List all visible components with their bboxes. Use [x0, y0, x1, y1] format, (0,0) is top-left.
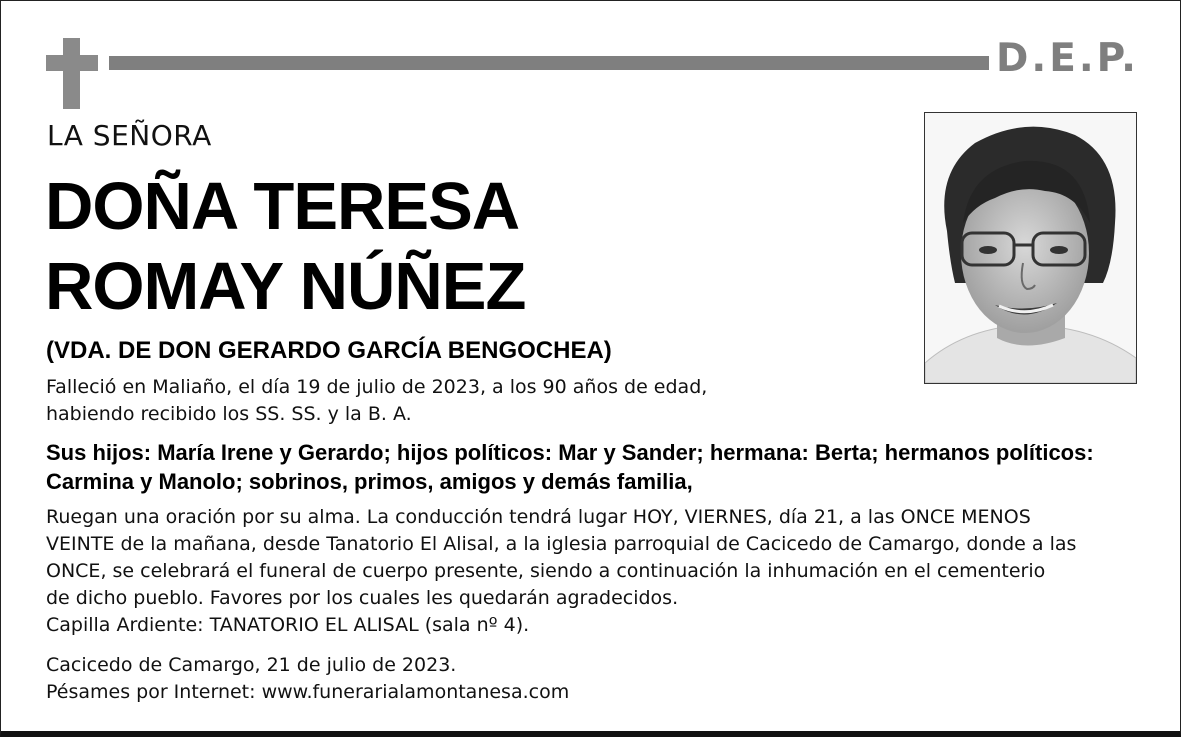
- header-rule: [109, 56, 989, 70]
- cross-icon: [46, 38, 98, 109]
- deceased-name-line-1: DOÑA TERESA: [45, 169, 520, 244]
- ceremony-line: de dicho pueblo. Favores por los cuales les quedarán agradecidos.: [46, 587, 679, 609]
- honorific: LA SEÑORA: [47, 119, 212, 152]
- widow-of: (VDA. DE DON GERARDO GARCÍA BENGOCHEA): [46, 337, 612, 364]
- ceremony-line: VEINTE de la mañana, desde Tanatorio El Alisal, a la iglesia parroquial de Cacicedo de Camargo, donde a las: [46, 533, 1077, 555]
- death-notice-line: habiendo recibido los SS. SS. y la B. A.: [46, 403, 412, 425]
- place-date: Cacicedo de Camargo, 21 de julio de 2023.: [46, 654, 457, 676]
- ceremony-line: Ruegan una oración por su alma. La conducción tendrá lugar HOY, VIERNES, día 21, a las ONCE MENOS: [46, 506, 1031, 528]
- ceremony-details: [46, 504, 1076, 639]
- family-list: [46, 438, 1094, 496]
- death-notice: [46, 374, 707, 428]
- dep-label: D.E.P.: [996, 36, 1139, 81]
- family-line: Sus hijos: María Irene y Gerardo; hijos políticos: Mar y Sander; hermana: Berta; hermanos políticos:: [46, 440, 1094, 465]
- family-line: Carmina y Manolo; sobrinos, primos, amigos y demás familia,: [46, 469, 693, 494]
- ceremony-line: Capilla Ardiente: TANATORIO EL ALISAL (sala nº 4).: [46, 614, 530, 636]
- closing: [46, 652, 569, 706]
- death-notice-line: Falleció en Maliaño, el día 19 de julio de 2023, a los 90 años de edad,: [46, 376, 708, 398]
- condolences-website: Pésames por Internet: www.funerarialamontanesa.com: [46, 681, 570, 703]
- deceased-name-line-2: ROMAY NÚÑEZ: [45, 249, 526, 324]
- ceremony-line: ONCE, se celebrará el funeral de cuerpo presente, siendo a continuación la inhumación en el cementerio: [46, 560, 1046, 582]
- portrait-photo: [924, 112, 1137, 384]
